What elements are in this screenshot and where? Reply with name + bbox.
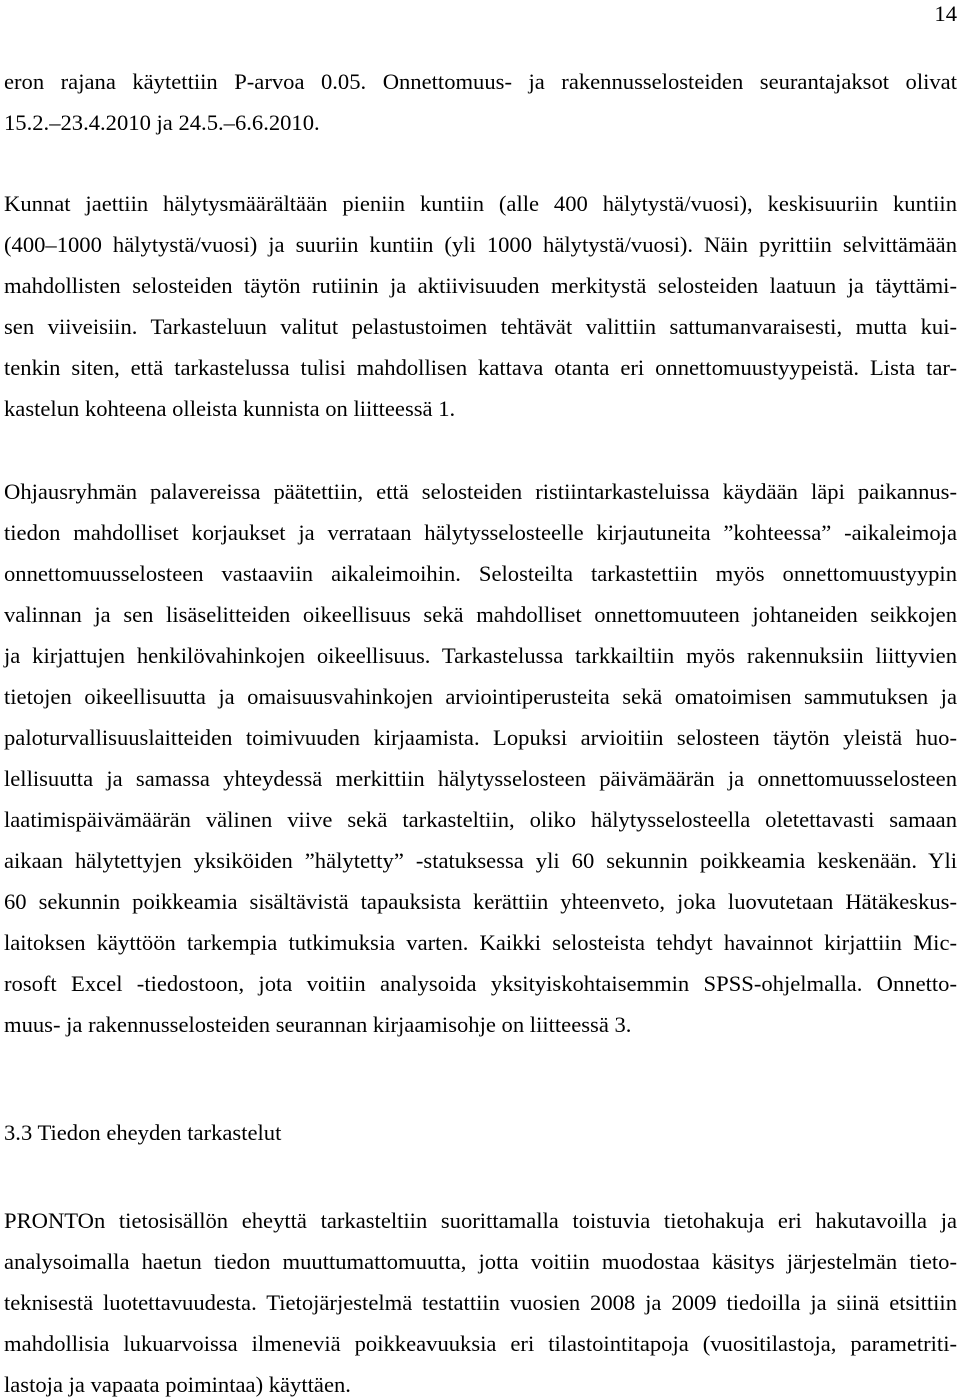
- text-line: mahdollisia lukuarvoissa ilmeneviä poikkeavuuksia eri tilastointitapoja (vuositilastoja, parametriti-: [4, 1331, 957, 1356]
- text-line: 60 sekunnin poikkeamia sisältävistä tapauksista kerättiin yhteenveto, joka luovutetaan Hätäkeskus-: [4, 889, 957, 914]
- text-line: analysoimalla haetun tiedon muuttumattomuutta, jotta voitiin muodostaa käsitys järjestelmän tieto-: [4, 1249, 957, 1274]
- text-line: mahdollisten selosteiden täytön rutiinin ja aktiivisuuden merkitystä selosteiden laatuun ja täyttämi-: [4, 273, 957, 298]
- text-line: laatimispäivämäärän välinen viive sekä tarkasteltiin, oliko hälytysselosteella oletettavasti samaan: [4, 807, 957, 832]
- text-line: laitoksen käyttöön tarkempia tutkimuksia varten. Kaikki selosteista tehdyt havainnot kirjattiin Mic-: [4, 930, 957, 955]
- text-line: (400–1000 hälytystä/vuosi) ja suuriin kuntiin (yli 1000 hälytystä/vuosi). Näin pyrittiin selvittämään: [4, 232, 957, 257]
- text-line: teknisestä luotettavuudesta. Tietojärjestelmä testattiin vuosien 2008 ja 2009 tiedoilla ja siinä etsittiin: [4, 1290, 957, 1315]
- text-line: PRONTOn tietosisällön eheyttä tarkasteltiin suorittamalla toistuvia tietohakuja eri hakutavoilla ja: [4, 1208, 957, 1233]
- text-line: tietojen oikeellisuutta ja omaisuusvahinkojen arviointiperusteita sekä omatoimisen sammutuksen ja: [4, 684, 957, 709]
- text-line: lastoja ja vapaata poimintaa) käyttäen.: [4, 1372, 351, 1397]
- paragraph: [4, 1200, 957, 1398]
- paragraph: [4, 61, 957, 136]
- page-number: 14: [934, 1, 957, 26]
- text-line: aikaan hälytettyjen yksiköiden ”hälytetty” -statuksessa yli 60 sekunnin poikkeamia keskenään. Yli: [4, 848, 957, 873]
- text-line: sen viiveisiin. Tarkasteluun valitut pelastustoimen tehtävät valittiin sattumanvaraisesti, mutta kui-: [4, 314, 957, 339]
- text-line: 15.2.–23.4.2010 ja 24.5.–6.6.2010.: [4, 110, 320, 135]
- text-line: muus- ja rakennusselosteiden seurannan kirjaamisohje on liitteessä 3.: [4, 1012, 632, 1037]
- text-line: lellisuutta ja samassa yhteydessä merkittiin hälytysselosteen päivämäärän ja onnettomuusselosteen: [4, 766, 957, 791]
- paragraph: [4, 183, 957, 422]
- text-line: rosoft Excel -tiedostoon, jota voitiin analysoida yksityiskohtaisemmin SPSS-ohjelmalla. Onnetto-: [4, 971, 957, 996]
- text-line: Ohjausryhmän palavereissa päätettiin, että selosteiden ristiintarkasteluissa käydään läpi paikannus-: [4, 479, 957, 504]
- text-line: ja kirjattujen henkilövahinkojen oikeellisuus. Tarkastelussa tarkkailtiin myös rakennuksiin liittyvien: [4, 643, 957, 668]
- section-heading: 3.3 Tiedon eheyden tarkastelut: [4, 1120, 282, 1145]
- text-line: tenkin siten, että tarkastelussa tulisi mahdollisen kattava otanta eri onnettomuustyypeistä. Lista tar-: [4, 355, 957, 380]
- text-line: kastelun kohteena olleista kunnista on liitteessä 1.: [4, 396, 456, 421]
- text-line: eron rajana käytettiin P-arvoa 0.05. Onnettomuus- ja rakennusselosteiden seurantajaksot olivat: [4, 69, 957, 94]
- text-line: onnettomuusselosteen vastaaviin aikaleimoihin. Selosteilta tarkastettiin myös onnettomuustyypin: [4, 561, 957, 586]
- text-line: Kunnat jaettiin hälytysmäärältään pieniin kuntiin (alle 400 hälytystä/vuosi), keskisuuriin kuntiin: [4, 191, 957, 216]
- paragraph: [4, 471, 957, 1038]
- text-line: valinnan ja sen lisäselitteiden oikeellisuus sekä mahdolliset onnettomuuteen johtaneiden seikkojen: [4, 602, 957, 627]
- text-line: paloturvallisuuslaitteiden toimivuuden kirjaamista. Lopuksi arvioitiin selosteen täytön yleistä huo-: [4, 725, 957, 750]
- text-line: tiedon mahdolliset korjaukset ja verrataan hälytysselosteelle kirjautuneita ”kohteessa” -aikaleimoja: [4, 520, 957, 545]
